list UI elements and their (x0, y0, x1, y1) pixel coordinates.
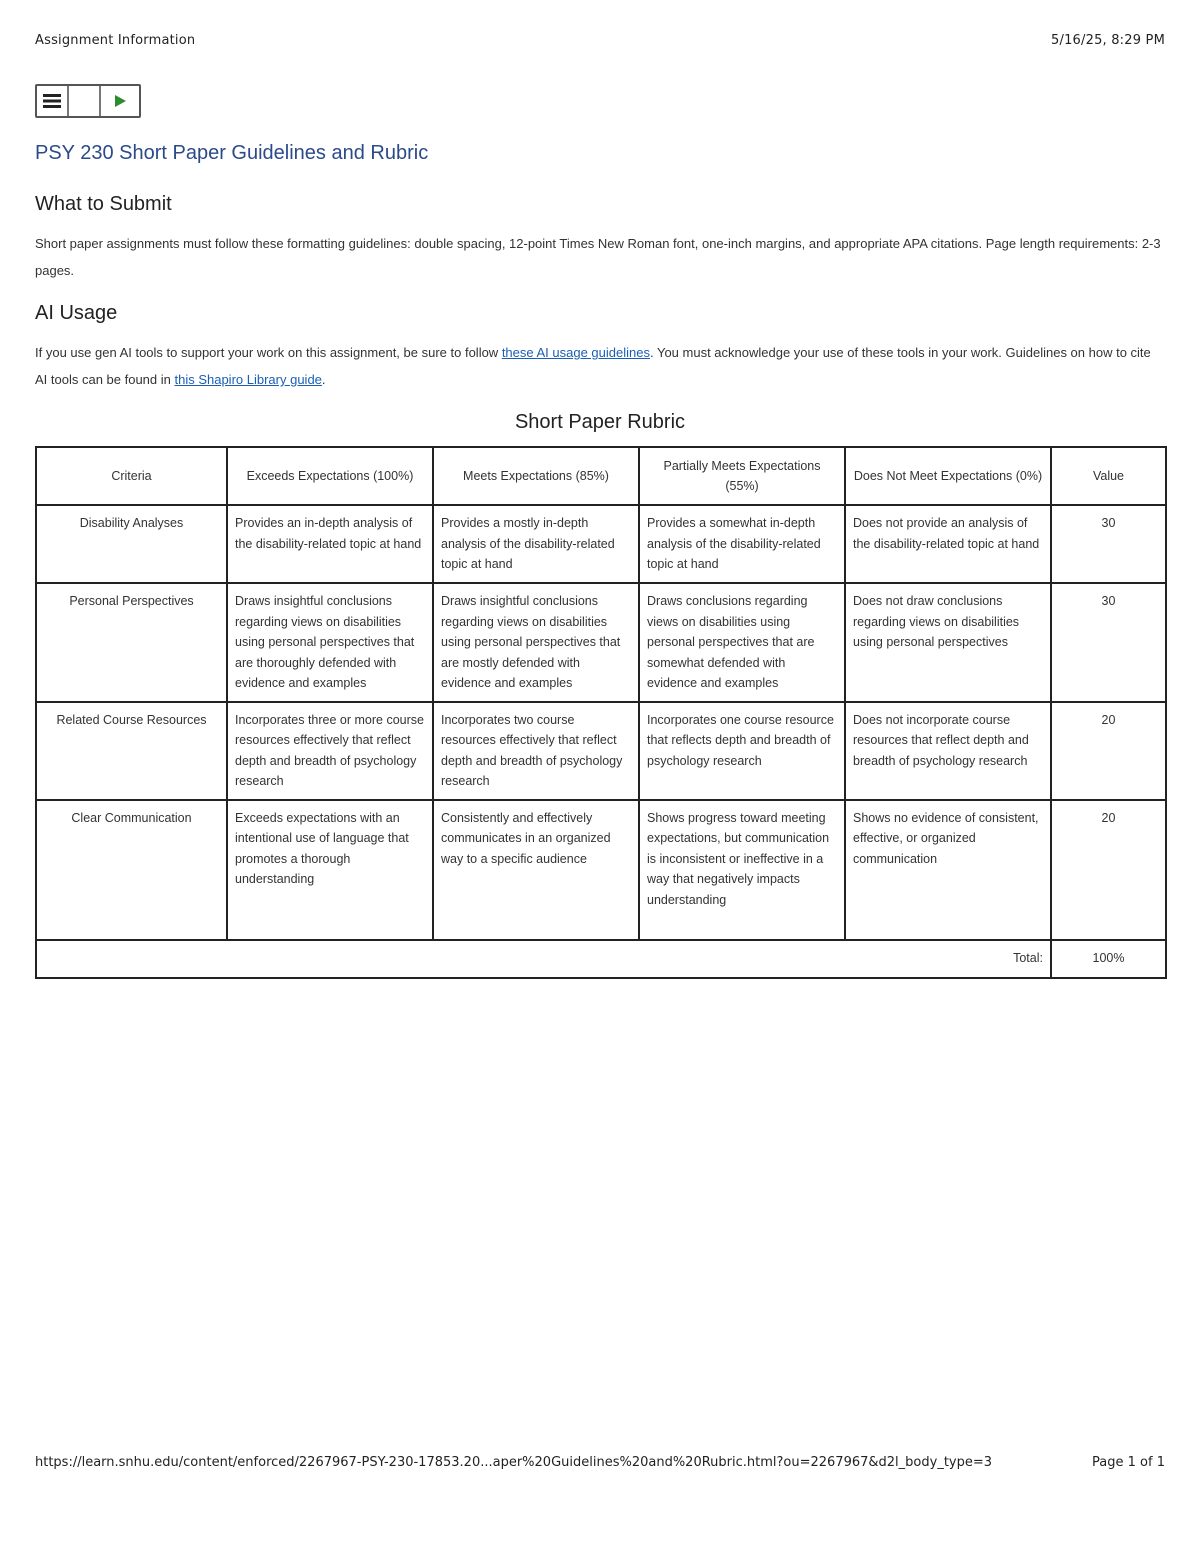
exceeds-cell: Draws insightful conclusions regarding views on disabilities using personal perspectives that are thoroughly defended with evidence and examples (227, 583, 433, 702)
criteria-cell: Clear Communication (36, 800, 227, 940)
ai-text-part-3: . (321, 372, 326, 387)
header-partial: Partially Meets Expectations (55%) (639, 447, 845, 505)
not-meet-cell: Shows no evidence of consistent, effective, or organized communication (845, 800, 1051, 940)
print-header-datetime: 5/16/25, 8:29 PM (1051, 33, 1165, 48)
criteria-cell: Disability Analyses (36, 505, 227, 583)
header-not-meet: Does Not Meet Expectations (0%) (845, 447, 1051, 505)
table-row (36, 583, 1166, 702)
what-to-submit-text: Short paper assignments must follow these formatting guidelines: double spacing, 12-point Times New Roman font, one-inch margins, and appropriate APA citations. Page length requirements: 2-3 pages. (35, 236, 1161, 278)
table-row (36, 800, 1166, 940)
header-criteria: Criteria (36, 447, 227, 505)
menu-button[interactable] (37, 86, 69, 116)
what-to-submit-heading: What to Submit (35, 193, 172, 215)
not-meet-cell: Does not incorporate course resources that reflect depth and breadth of psychology research (845, 702, 1051, 800)
partial-cell: Incorporates one course resource that reflects depth and breadth of psychology research (639, 702, 845, 800)
partial-cell: Draws conclusions regarding views on disabilities using personal perspectives that are somewhat defended with evidence and examples (639, 583, 845, 702)
rubric-table (35, 446, 1167, 979)
total-row (36, 940, 1166, 978)
document-content (35, 138, 1165, 979)
play-icon (113, 94, 127, 108)
exceeds-cell: Incorporates three or more course resources effectively that reflect depth and breadth of psychology research (227, 702, 433, 800)
ai-usage-text (35, 339, 1165, 393)
ai-text-part-1: If you use gen AI tools to support your work on this assignment, be sure to follow (35, 345, 502, 360)
content-toolbar (35, 84, 141, 118)
print-header (35, 33, 1165, 48)
meets-cell: Consistently and effectively communicates in an organized way to a specific audience (433, 800, 639, 940)
not-meet-cell: Does not provide an analysis of the disability-related topic at hand (845, 505, 1051, 583)
shapiro-library-guide-link[interactable]: this Shapiro Library guide (174, 372, 322, 387)
header-exceeds: Exceeds Expectations (100%) (227, 447, 433, 505)
print-footer-page: Page 1 of 1 (1092, 1455, 1165, 1470)
not-meet-cell: Does not draw conclusions regarding views on disabilities using personal perspectives (845, 583, 1051, 702)
partial-cell: Shows progress toward meeting expectations, but communication is inconsistent or ineffective in a way that negatively impacts understanding (639, 800, 845, 940)
ai-usage-heading: AI Usage (35, 302, 118, 324)
exceeds-cell: Exceeds expectations with an intentional use of language that promotes a thorough understanding (227, 800, 433, 940)
menu-icon (42, 93, 62, 109)
meets-cell: Provides a mostly in-depth analysis of the disability-related topic at hand (433, 505, 639, 583)
total-label: Total: (36, 940, 1051, 978)
ai-text-part-2: . You must acknowledge your use of these tools in your work. Guidelines on how to cite AI tools can be found in (35, 345, 1151, 387)
rubric-title: Short Paper Rubric (514, 411, 686, 433)
header-value: Value (1051, 447, 1166, 505)
meets-cell: Draws insightful conclusions regarding views on disabilities using personal perspectives that are mostly defended with evidence and examples (433, 583, 639, 702)
print-header-title: Assignment Information (35, 33, 196, 48)
print-footer (35, 1455, 1165, 1470)
criteria-cell: Personal Perspectives (36, 583, 227, 702)
exceeds-cell: Provides an in-depth analysis of the disability-related topic at hand (227, 505, 433, 583)
rubric-header-row (36, 447, 1166, 505)
value-cell: 30 (1051, 505, 1166, 583)
play-button[interactable] (101, 86, 139, 116)
total-value: 100% (1051, 940, 1166, 978)
table-row (36, 505, 1166, 583)
page-title: PSY 230 Short Paper Guidelines and Rubric (35, 142, 429, 164)
partial-cell: Provides a somewhat in-depth analysis of the disability-related topic at hand (639, 505, 845, 583)
value-cell: 20 (1051, 702, 1166, 800)
print-footer-url: https://learn.snhu.edu/content/enforced/2267967-PSY-230-17853.20...aper%20Guidelines%20and%20Rubric.html?ou=2267967&d2l_body_type=3 (35, 1455, 993, 1470)
toolbar-blank-button[interactable] (69, 86, 101, 116)
meets-cell: Incorporates two course resources effectively that reflect depth and breadth of psychology research (433, 702, 639, 800)
ai-usage-guidelines-link[interactable]: these AI usage guidelines (501, 345, 650, 360)
value-cell: 30 (1051, 583, 1166, 702)
table-row (36, 702, 1166, 800)
criteria-cell: Related Course Resources (36, 702, 227, 800)
header-meets: Meets Expectations (85%) (433, 447, 639, 505)
value-cell: 20 (1051, 800, 1166, 940)
